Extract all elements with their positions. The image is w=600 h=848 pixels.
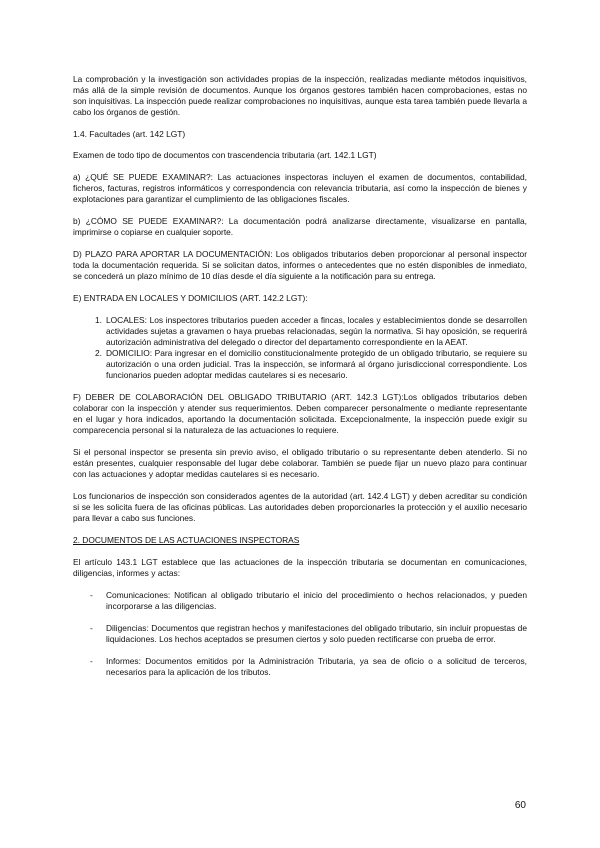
list-item-text: Diligencias: Documentos que registran hechos y manifestaciones del obligado tributario, sin incluir propuestas de liquidaciones. Los hechos aceptados se presumen ciertos y solo pueden rectificarse con prueba de error.: [106, 623, 527, 644]
que-examinar-paragraph: a) ¿QUÉ SE PUEDE EXAMINAR?: Las actuaciones inspectoras incluyen el examen de documentos, contabilidad, ficheros, facturas, registros informáticos y correspondencia con relevancia tributaria, así como la inspección de bienes y explotaciones para garantizar el cumplimiento de las obligaciones fiscales.: [73, 172, 527, 204]
documentos-heading: 2. DOCUMENTOS DE LAS ACTUACIONES INSPECTORAS: [73, 535, 300, 545]
list-number: 2.: [95, 348, 102, 358]
sin-aviso-paragraph: Si el personal inspector se presenta sin previo aviso, el obligado tributario o su representante deben atenderlo. Si no están presentes, cualquier responsable del lugar debe colaborar. También se puede fijar un nuevo plazo para continuar con las actuaciones y adoptar medidas cautelares si es necesario.: [73, 447, 527, 479]
articulo-paragraph: El artículo 143.1 LGT establece que las actuaciones de la inspección tributaria se documentan en comunicaciones, diligencias, informes y actas:: [73, 557, 527, 578]
list-dash: -: [90, 656, 93, 666]
plazo-paragraph: D) PLAZO PARA APORTAR LA DOCUMENTACIÓN: Los obligados tributarios deben proporcionar al personal inspector toda la documentación requerida. Si se solicitan datos, informes o antecedentes que no estén disponibles de inmediato, se concederá un plazo mínimo de 10 días desde el día siguiente a la notificación para su entrega.: [73, 249, 527, 281]
list-item: [73, 590, 527, 612]
list-item: [73, 348, 527, 381]
entrada-heading: E) ENTRADA EN LOCALES Y DOMICILIOS (ART. 142.2 LGT):: [73, 293, 308, 303]
como-examinar-paragraph: b) ¿CÓMO SE PUEDE EXAMINAR?: La documentación podrá analizarse directamente, visualizarse en pantalla, imprimirse o copiarse en cualquier soporte.: [73, 216, 527, 237]
list-item: [73, 656, 527, 678]
list-item-text: Comunicaciones: Notifican al obligado tributario el inicio del procedimiento o hechos relacionados, y pueden incorporarse a las diligencias.: [106, 590, 527, 611]
list-dash: -: [90, 590, 93, 600]
text-column: [73, 74, 527, 689]
list-item: [73, 315, 527, 348]
intro-paragraph: La comprobación y la investigación son actividades propias de la inspección, realizadas mediante métodos inquisitivos, más allá de la simple revisión de documentos. Aunque los órganos gestores también hacen comprobaciones, estas no son inquisitivas. La inspección puede realizar comprobaciones no inquisitivas, aunque esta tarea también puede llevarla a cabo los órganos de gestión.: [73, 74, 527, 117]
list-item: [73, 623, 527, 645]
list-item-text: DOMICILIO: Para ingresar en el domicilio constitucionalmente protegido de un obligado tributario, se requiere su autorización o una orden judicial. Tras la inspección, se informará al órgano jurisdiccional correspondiente. Los funcionarios pueden adoptar medidas cautelares si es necesario.: [106, 348, 527, 380]
examen-paragraph: Examen de todo tipo de documentos con trascendencia tributaria (art. 142.1 LGT): [73, 150, 377, 160]
agentes-paragraph: Los funcionarios de inspección son considerados agentes de la autoridad (art. 142.4 LGT) y deben acreditar su condición si se les solicita fuera de las oficinas públicas. Las autoridades deben proporcionarles la protección y el auxilio necesario para llevar a cabo sus funciones.: [73, 491, 527, 523]
deber-paragraph: F) DEBER DE COLABORACIÓN DEL OBLIGADO TRIBUTARIO (ART. 142.3 LGT):Los obligados tributarios deben colaborar con la inspección y atender sus requerimientos. Deben comparecer personalmente o mediante representante en el lugar y hora indicados, aportando la documentación solicitada. Excepcionalmente, la inspección puede exigir su comparecencia personal si la naturaleza de las actuaciones lo requiere.: [73, 392, 527, 435]
list-number: 1.: [95, 315, 102, 325]
facultades-heading: 1.4. Facultades (art. 142 LGT): [73, 129, 186, 139]
list-item-text: Informes: Documentos emitidos por la Administración Tributaria, ya sea de oficio o a solicitud de terceros, necesarios para la aplicación de los tributos.: [106, 656, 527, 677]
list-item-text: LOCALES: Los inspectores tributarios pueden acceder a fincas, locales y establecimientos donde se desarrollen actividades sujetas a gravamen o haya pruebas relacionadas, según la normativa. Si hay oposición, se requerirá autorización administrativa del delegado o director del departamento correspondiente en la AEAT.: [106, 315, 527, 347]
documentos-list: [73, 590, 527, 678]
page-number: 60: [514, 800, 526, 811]
list-dash: -: [90, 623, 93, 633]
entrada-list: [73, 315, 527, 381]
